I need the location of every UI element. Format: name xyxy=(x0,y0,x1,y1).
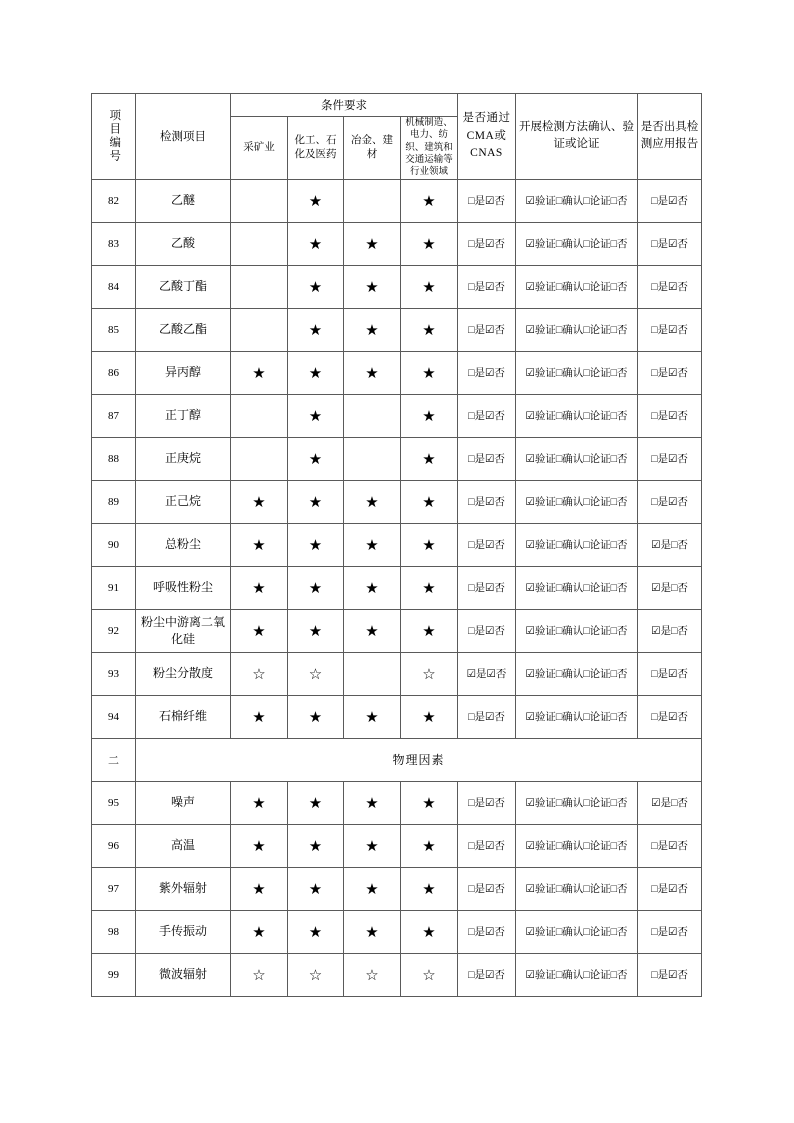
cma-checkbox-cell: □是☑否 xyxy=(458,824,516,867)
industry-star-cell: ☆ xyxy=(401,953,458,996)
industry-star-cell: ★ xyxy=(288,265,344,308)
industry-star-cell: ★ xyxy=(288,222,344,265)
method-checkbox-cell: ☑验证□确认□论证□否 xyxy=(516,222,638,265)
industry-star-cell xyxy=(344,652,401,695)
report-checkbox-cell: ☑是□否 xyxy=(638,566,702,609)
detection-items-table xyxy=(91,93,702,997)
industry-star-cell: ☆ xyxy=(231,652,288,695)
method-checkbox-cell: ☑验证□确认□论证□否 xyxy=(516,351,638,394)
row-number: 99 xyxy=(92,953,136,996)
industry-star-cell: ★ xyxy=(401,222,458,265)
col-header-industry-machinery: 机械制造、电力、纺织、建筑和交通运输等行业领域 xyxy=(401,117,458,180)
item-name: 异丙醇 xyxy=(136,351,231,394)
industry-star-cell: ★ xyxy=(288,394,344,437)
cma-checkbox-cell: □是☑否 xyxy=(458,609,516,652)
cma-checkbox-cell: □是☑否 xyxy=(458,351,516,394)
industry-star-cell xyxy=(231,265,288,308)
col-header-industry-chemical: 化工、石化及医药 xyxy=(288,117,344,180)
col-header-industry-metallurgy: 冶金、建材 xyxy=(344,117,401,180)
item-name: 石棉纤维 xyxy=(136,695,231,738)
industry-star-cell: ★ xyxy=(288,351,344,394)
method-checkbox-cell: ☑验证□确认□论证□否 xyxy=(516,480,638,523)
row-number: 89 xyxy=(92,480,136,523)
industry-star-cell: ★ xyxy=(401,523,458,566)
row-number: 84 xyxy=(92,265,136,308)
industry-star-cell: ★ xyxy=(401,308,458,351)
industry-star-cell xyxy=(344,179,401,222)
report-checkbox-cell: □是☑否 xyxy=(638,308,702,351)
report-checkbox-cell: ☑是□否 xyxy=(638,781,702,824)
industry-star-cell: ★ xyxy=(344,265,401,308)
table-row xyxy=(92,351,702,394)
industry-star-cell: ☆ xyxy=(401,652,458,695)
industry-star-cell xyxy=(344,394,401,437)
method-checkbox-cell: ☑验证□确认□论证□否 xyxy=(516,265,638,308)
table-row xyxy=(92,824,702,867)
industry-star-cell: ★ xyxy=(401,910,458,953)
industry-star-cell xyxy=(344,437,401,480)
table-body xyxy=(92,179,702,996)
report-checkbox-cell: ☑是□否 xyxy=(638,523,702,566)
cma-checkbox-cell: □是☑否 xyxy=(458,910,516,953)
industry-star-cell: ★ xyxy=(231,781,288,824)
row-number: 87 xyxy=(92,394,136,437)
row-number: 93 xyxy=(92,652,136,695)
industry-star-cell: ★ xyxy=(231,523,288,566)
industry-star-cell: ☆ xyxy=(231,953,288,996)
method-checkbox-cell: ☑验证□确认□论证□否 xyxy=(516,953,638,996)
industry-star-cell: ★ xyxy=(344,695,401,738)
table-row xyxy=(92,953,702,996)
cma-checkbox-cell: □是☑否 xyxy=(458,781,516,824)
industry-star-cell: ★ xyxy=(401,179,458,222)
table-row xyxy=(92,437,702,480)
report-checkbox-cell: □是☑否 xyxy=(638,652,702,695)
table-row xyxy=(92,652,702,695)
table-row xyxy=(92,609,702,652)
cma-checkbox-cell: □是☑否 xyxy=(458,695,516,738)
industry-star-cell xyxy=(231,179,288,222)
method-checkbox-cell: ☑验证□确认□论证□否 xyxy=(516,652,638,695)
row-number: 88 xyxy=(92,437,136,480)
industry-star-cell: ★ xyxy=(401,265,458,308)
industry-star-cell: ★ xyxy=(344,523,401,566)
table-row xyxy=(92,308,702,351)
report-checkbox-cell: □是☑否 xyxy=(638,179,702,222)
industry-star-cell: ★ xyxy=(288,824,344,867)
cma-checkbox-cell: □是☑否 xyxy=(458,222,516,265)
industry-star-cell: ★ xyxy=(401,824,458,867)
method-checkbox-cell: ☑验证□确认□论证□否 xyxy=(516,781,638,824)
cma-checkbox-cell: □是☑否 xyxy=(458,867,516,910)
industry-star-cell: ★ xyxy=(231,566,288,609)
table-row xyxy=(92,910,702,953)
industry-star-cell: ★ xyxy=(401,480,458,523)
row-number: 85 xyxy=(92,308,136,351)
cma-checkbox-cell: □是☑否 xyxy=(458,523,516,566)
row-number: 92 xyxy=(92,609,136,652)
industry-star-cell: ★ xyxy=(401,351,458,394)
cma-checkbox-cell: □是☑否 xyxy=(458,566,516,609)
item-name: 总粉尘 xyxy=(136,523,231,566)
method-checkbox-cell: ☑验证□确认□论证□否 xyxy=(516,695,638,738)
item-name: 呼吸性粉尘 xyxy=(136,566,231,609)
industry-star-cell: ★ xyxy=(344,609,401,652)
table-row xyxy=(92,480,702,523)
method-checkbox-cell: ☑验证□确认□论证□否 xyxy=(516,910,638,953)
item-name: 乙酸乙酯 xyxy=(136,308,231,351)
industry-star-cell: ★ xyxy=(288,566,344,609)
item-name: 粉尘分散度 xyxy=(136,652,231,695)
item-name: 高温 xyxy=(136,824,231,867)
industry-star-cell: ★ xyxy=(401,394,458,437)
item-name: 乙酸 xyxy=(136,222,231,265)
industry-star-cell: ★ xyxy=(288,437,344,480)
cma-checkbox-cell: □是☑否 xyxy=(458,480,516,523)
industry-star-cell: ★ xyxy=(231,609,288,652)
report-checkbox-cell: □是☑否 xyxy=(638,394,702,437)
method-checkbox-cell: ☑验证□确认□论证□否 xyxy=(516,523,638,566)
industry-star-cell: ★ xyxy=(344,867,401,910)
industry-star-cell: ★ xyxy=(231,351,288,394)
method-checkbox-cell: ☑验证□确认□论证□否 xyxy=(516,394,638,437)
table-row xyxy=(92,222,702,265)
method-checkbox-cell: ☑验证□确认□论证□否 xyxy=(516,824,638,867)
industry-star-cell: ★ xyxy=(344,910,401,953)
table-row xyxy=(92,695,702,738)
industry-star-cell: ★ xyxy=(401,609,458,652)
industry-star-cell: ☆ xyxy=(288,652,344,695)
industry-star-cell: ★ xyxy=(344,222,401,265)
row-number: 98 xyxy=(92,910,136,953)
row-number: 90 xyxy=(92,523,136,566)
industry-star-cell: ★ xyxy=(344,781,401,824)
industry-star-cell: ★ xyxy=(231,695,288,738)
method-checkbox-cell: ☑验证□确认□论证□否 xyxy=(516,867,638,910)
table-row xyxy=(92,867,702,910)
industry-star-cell: ★ xyxy=(288,480,344,523)
industry-star-cell: ★ xyxy=(401,437,458,480)
report-checkbox-cell: ☑是□否 xyxy=(638,609,702,652)
row-number: 97 xyxy=(92,867,136,910)
industry-star-cell: ★ xyxy=(401,781,458,824)
method-checkbox-cell: ☑验证□确认□论证□否 xyxy=(516,566,638,609)
item-name: 正丁醇 xyxy=(136,394,231,437)
cma-checkbox-cell: □是☑否 xyxy=(458,394,516,437)
industry-star-cell: ☆ xyxy=(288,953,344,996)
report-checkbox-cell: □是☑否 xyxy=(638,265,702,308)
industry-star-cell: ★ xyxy=(231,824,288,867)
table-row xyxy=(92,265,702,308)
table-row xyxy=(92,179,702,222)
industry-star-cell: ★ xyxy=(401,695,458,738)
industry-star-cell: ☆ xyxy=(344,953,401,996)
col-header-condition: 条件要求 xyxy=(231,94,458,117)
cma-checkbox-cell: □是☑否 xyxy=(458,265,516,308)
row-number: 83 xyxy=(92,222,136,265)
item-name: 噪声 xyxy=(136,781,231,824)
industry-star-cell xyxy=(231,222,288,265)
item-name: 乙酸丁酯 xyxy=(136,265,231,308)
method-checkbox-cell: ☑验证□确认□论证□否 xyxy=(516,179,638,222)
industry-star-cell: ★ xyxy=(231,910,288,953)
item-name: 正庚烷 xyxy=(136,437,231,480)
method-checkbox-cell: ☑验证□确认□论证□否 xyxy=(516,308,638,351)
industry-star-cell: ★ xyxy=(288,308,344,351)
report-checkbox-cell: □是☑否 xyxy=(638,222,702,265)
row-number: 86 xyxy=(92,351,136,394)
cma-checkbox-cell: □是☑否 xyxy=(458,308,516,351)
industry-star-cell: ★ xyxy=(288,179,344,222)
section-row xyxy=(92,738,702,781)
industry-star-cell: ★ xyxy=(288,867,344,910)
row-number: 96 xyxy=(92,824,136,867)
row-number: 95 xyxy=(92,781,136,824)
project-no-label: 项目编号 xyxy=(108,109,121,164)
report-checkbox-cell: □是☑否 xyxy=(638,953,702,996)
col-header-project-no xyxy=(92,94,136,180)
report-checkbox-cell: □是☑否 xyxy=(638,824,702,867)
industry-star-cell xyxy=(231,394,288,437)
industry-star-cell: ★ xyxy=(231,867,288,910)
report-checkbox-cell: □是☑否 xyxy=(638,910,702,953)
industry-star-cell: ★ xyxy=(344,824,401,867)
report-checkbox-cell: □是☑否 xyxy=(638,351,702,394)
table-row xyxy=(92,394,702,437)
row-number: 82 xyxy=(92,179,136,222)
col-header-item: 检测项目 xyxy=(136,94,231,180)
industry-star-cell: ★ xyxy=(401,867,458,910)
industry-star-cell: ★ xyxy=(288,781,344,824)
cma-checkbox-cell: □是☑否 xyxy=(458,179,516,222)
item-name: 微波辐射 xyxy=(136,953,231,996)
industry-star-cell xyxy=(231,437,288,480)
col-header-report: 是否出具检测应用报告 xyxy=(638,94,702,180)
item-name: 粉尘中游离二氧化硅 xyxy=(136,609,231,652)
table-row xyxy=(92,566,702,609)
industry-star-cell: ★ xyxy=(401,566,458,609)
industry-star-cell: ★ xyxy=(288,609,344,652)
section-label: 物理因素 xyxy=(136,738,702,781)
header-row-top xyxy=(92,94,702,117)
industry-star-cell: ★ xyxy=(288,910,344,953)
report-checkbox-cell: □是☑否 xyxy=(638,480,702,523)
col-header-industry-mining: 采矿业 xyxy=(231,117,288,180)
industry-star-cell xyxy=(231,308,288,351)
row-number: 94 xyxy=(92,695,136,738)
report-checkbox-cell: □是☑否 xyxy=(638,867,702,910)
col-header-cma: 是否通过CMA或CNAS xyxy=(458,94,516,180)
item-name: 正己烷 xyxy=(136,480,231,523)
method-checkbox-cell: ☑验证□确认□论证□否 xyxy=(516,437,638,480)
industry-star-cell: ★ xyxy=(344,308,401,351)
item-name: 乙醚 xyxy=(136,179,231,222)
industry-star-cell: ★ xyxy=(344,351,401,394)
report-checkbox-cell: □是☑否 xyxy=(638,695,702,738)
cma-checkbox-cell: □是☑否 xyxy=(458,437,516,480)
report-checkbox-cell: □是☑否 xyxy=(638,437,702,480)
industry-star-cell: ★ xyxy=(288,523,344,566)
table-row xyxy=(92,523,702,566)
method-checkbox-cell: ☑验证□确认□论证□否 xyxy=(516,609,638,652)
col-header-method: 开展检测方法确认、验证或论证 xyxy=(516,94,638,180)
table-header xyxy=(92,94,702,180)
table-row xyxy=(92,781,702,824)
row-number: 91 xyxy=(92,566,136,609)
industry-star-cell: ★ xyxy=(344,480,401,523)
industry-star-cell: ★ xyxy=(231,480,288,523)
section-number: 二 xyxy=(92,738,136,781)
cma-checkbox-cell: ☑是☑否 xyxy=(458,652,516,695)
item-name: 紫外辐射 xyxy=(136,867,231,910)
industry-star-cell: ★ xyxy=(288,695,344,738)
item-name: 手传振动 xyxy=(136,910,231,953)
industry-star-cell: ★ xyxy=(344,566,401,609)
cma-checkbox-cell: □是☑否 xyxy=(458,953,516,996)
